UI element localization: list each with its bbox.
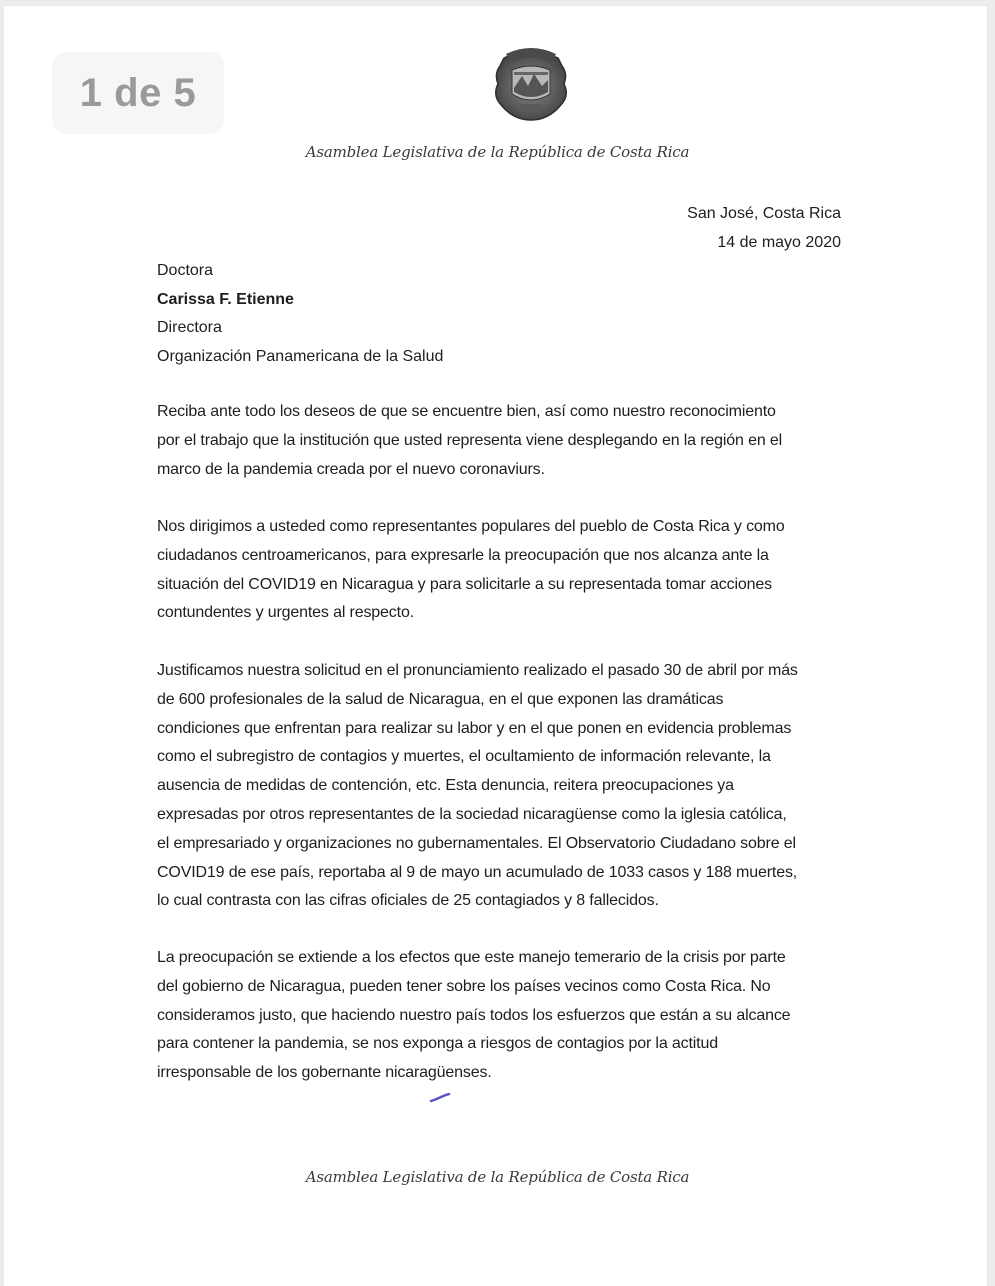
text-line: ciudadanos centroamericanos, para expresarle la preocupación que nos alcanza ante la: [157, 546, 769, 564]
footer-institution: Asamblea Legislativa de la República de Costa Rica: [305, 1168, 690, 1186]
text-line: Reciba ante todo los deseos de que se encuentre bien, así como nuestro reconocimiento: [157, 403, 776, 420]
letterhead-institution: Asamblea Legislativa de la República de Costa Rica: [305, 143, 690, 161]
text-line: marco de la pandemia creada por el nuevo coronaviurs.: [157, 460, 545, 478]
recipient-salutation: Doctora: [157, 262, 214, 279]
text-line: consideramos justo, que haciendo nuestro país todos los esfuerzos que están a su alcance: [157, 1006, 791, 1024]
place-and-date: [687, 199, 841, 257]
text-line: COVID19 de ese país, reportaba al 9 de mayo un acumulado de 1033 casos y 188 muertes,: [157, 863, 798, 881]
recipient-organization: Organización Panamericana de la Salud: [157, 347, 444, 365]
text-line: como el subregistro de contagios y muertes, el ocultamiento de información relevante, la: [157, 748, 771, 766]
paragraph-greeting: [157, 398, 847, 484]
text-line: para contener la pandemia, se nos exponga a riesgos de contagios por la actitud: [157, 1035, 718, 1053]
recipient-name: Carissa F. Etienne: [157, 290, 294, 308]
text-line: situación del COVID19 en Nicaragua y para solicitarle a su representada tomar acciones: [157, 575, 772, 593]
text-line: Justificamos nuestra solicitud en el pronunciamiento realizado el pasado 30 de abril por más: [157, 662, 798, 679]
text-line: condiciones que enfrentan para realizar su labor y en el que ponen en evidencia problemas: [157, 719, 792, 737]
text-line: Nos dirigimos a usteded como representantes populares del pueblo de Costa Rica y como: [157, 518, 785, 535]
text-line: lo cual contrasta con las cifras oficiales de 25 contagiados y 8 fallecidos.: [157, 892, 659, 910]
text-line: contundentes y urgentes al respecto.: [157, 604, 414, 622]
letter-date: 14 de mayo 2020: [717, 234, 841, 251]
text-line: el empresariado y organizaciones no gubernamentales. El Observatorio Ciudadano sobre el: [157, 834, 796, 852]
document-page: [4, 6, 987, 1286]
text-line: La preocupación se extiende a los efectos que este manejo temerario de la crisis por parte: [157, 949, 786, 966]
paragraph-concern: [157, 944, 847, 1088]
text-line: ausencia de medidas de contención, etc. Esta denuncia, reitera preocupaciones ya: [157, 777, 734, 795]
text-line: de 600 profesionales de la salud de Nicaragua, en el que exponen las dramáticas: [157, 690, 724, 708]
paragraph-justification: [157, 657, 847, 916]
text-line: por el trabajo que la institución que usted representa viene desplegando en la región en el: [157, 431, 783, 449]
text-line: del gobierno de Nicaragua, pueden tener sobre los países vecinos como Costa Rica. No: [157, 977, 771, 995]
ink-mark-icon: [429, 1093, 451, 1103]
letter-place: San José, Costa Rica: [687, 205, 841, 222]
page-indicator: 1 de 5: [52, 52, 224, 134]
recipient-title: Directora: [157, 319, 222, 336]
text-line: irresponsable de los gobernante nicaragüenses.: [157, 1064, 492, 1082]
recipient-block: [157, 257, 443, 371]
coat-of-arms-icon: [490, 44, 572, 122]
text-line: expresadas por otros representantes de la sociedad nicaragüense como la iglesia católica,: [157, 805, 787, 823]
paragraph-purpose: [157, 513, 847, 628]
